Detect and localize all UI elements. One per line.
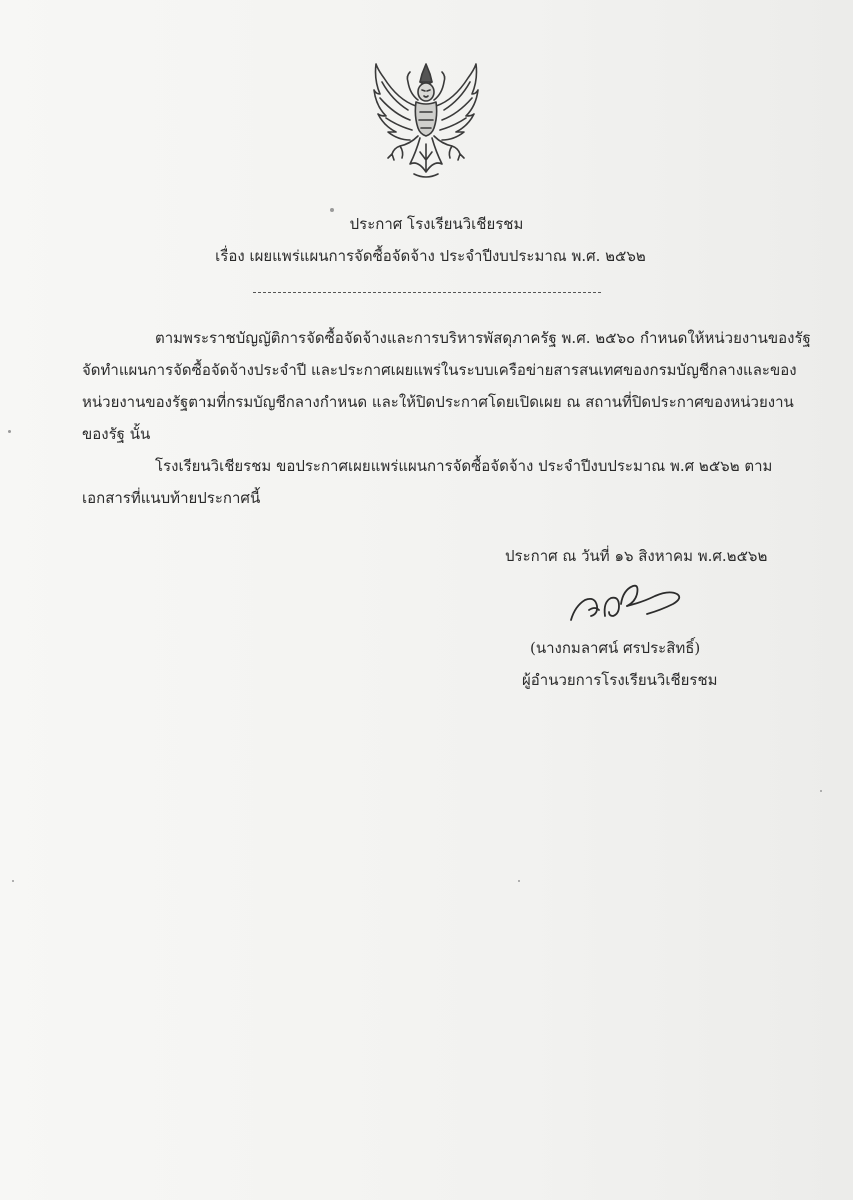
paragraph-1-line-1: ตามพระราชบัญญัติการจัดซื้อจัดจ้างและการบริหารพัสดุภาครัฐ พ.ศ. ๒๕๖๐ กำหนดให้หน่วยงานของรัฐ (155, 329, 811, 347)
signer-position: ผู้อำนวยการโรงเรียนวิเชียรชม (522, 671, 718, 689)
announcement-date: ประกาศ ณ วันที่ ๑๖ สิงหาคม พ.ศ.๒๕๖๒ (505, 547, 768, 565)
announcement-title: ประกาศ โรงเรียนวิเชียรชม (349, 215, 524, 233)
paragraph-2-line-1: โรงเรียนวิเชียรชม ขอประกาศเผยแพร่แผนการจัดซื้อจัดจ้าง ประจำปีงบประมาณ พ.ศ ๒๕๖๒ ตาม (155, 457, 773, 475)
paragraph-1-line-2: จัดทำแผนการจัดซื้อจัดจ้างประจำปี และประกาศเผยแพร่ในระบบเครือข่ายสารสนเทศของกรมบัญชีกลางและของ (82, 361, 797, 379)
announcement-subject: เรื่อง เผยแพร่แผนการจัดซื้อจัดจ้าง ประจำปีงบประมาณ พ.ศ. ๒๕๖๒ (215, 247, 646, 265)
scan-speck (518, 880, 520, 882)
paragraph-2-line-2: เอกสารที่แนบท้ายประกาศนี้ (82, 489, 261, 507)
scan-speck (330, 208, 334, 212)
scan-speck (12, 880, 14, 882)
title-separator (253, 292, 601, 293)
scan-speck (820, 790, 822, 792)
handwritten-signature (565, 580, 695, 626)
scan-speck (8, 430, 11, 433)
paragraph-1-line-3: หน่วยงานของรัฐตามที่กรมบัญชีกลางกำหนด และให้ปิดประกาศโดยเปิดเผย ณ สถานที่ปิดประกาศของหน่วยงาน (82, 393, 794, 411)
signer-name: (นางกมลาศน์ ศรประสิทธิ์) (530, 639, 701, 657)
garuda-emblem-icon (370, 60, 482, 182)
paragraph-1-line-4: ของรัฐ นั้น (82, 425, 151, 443)
